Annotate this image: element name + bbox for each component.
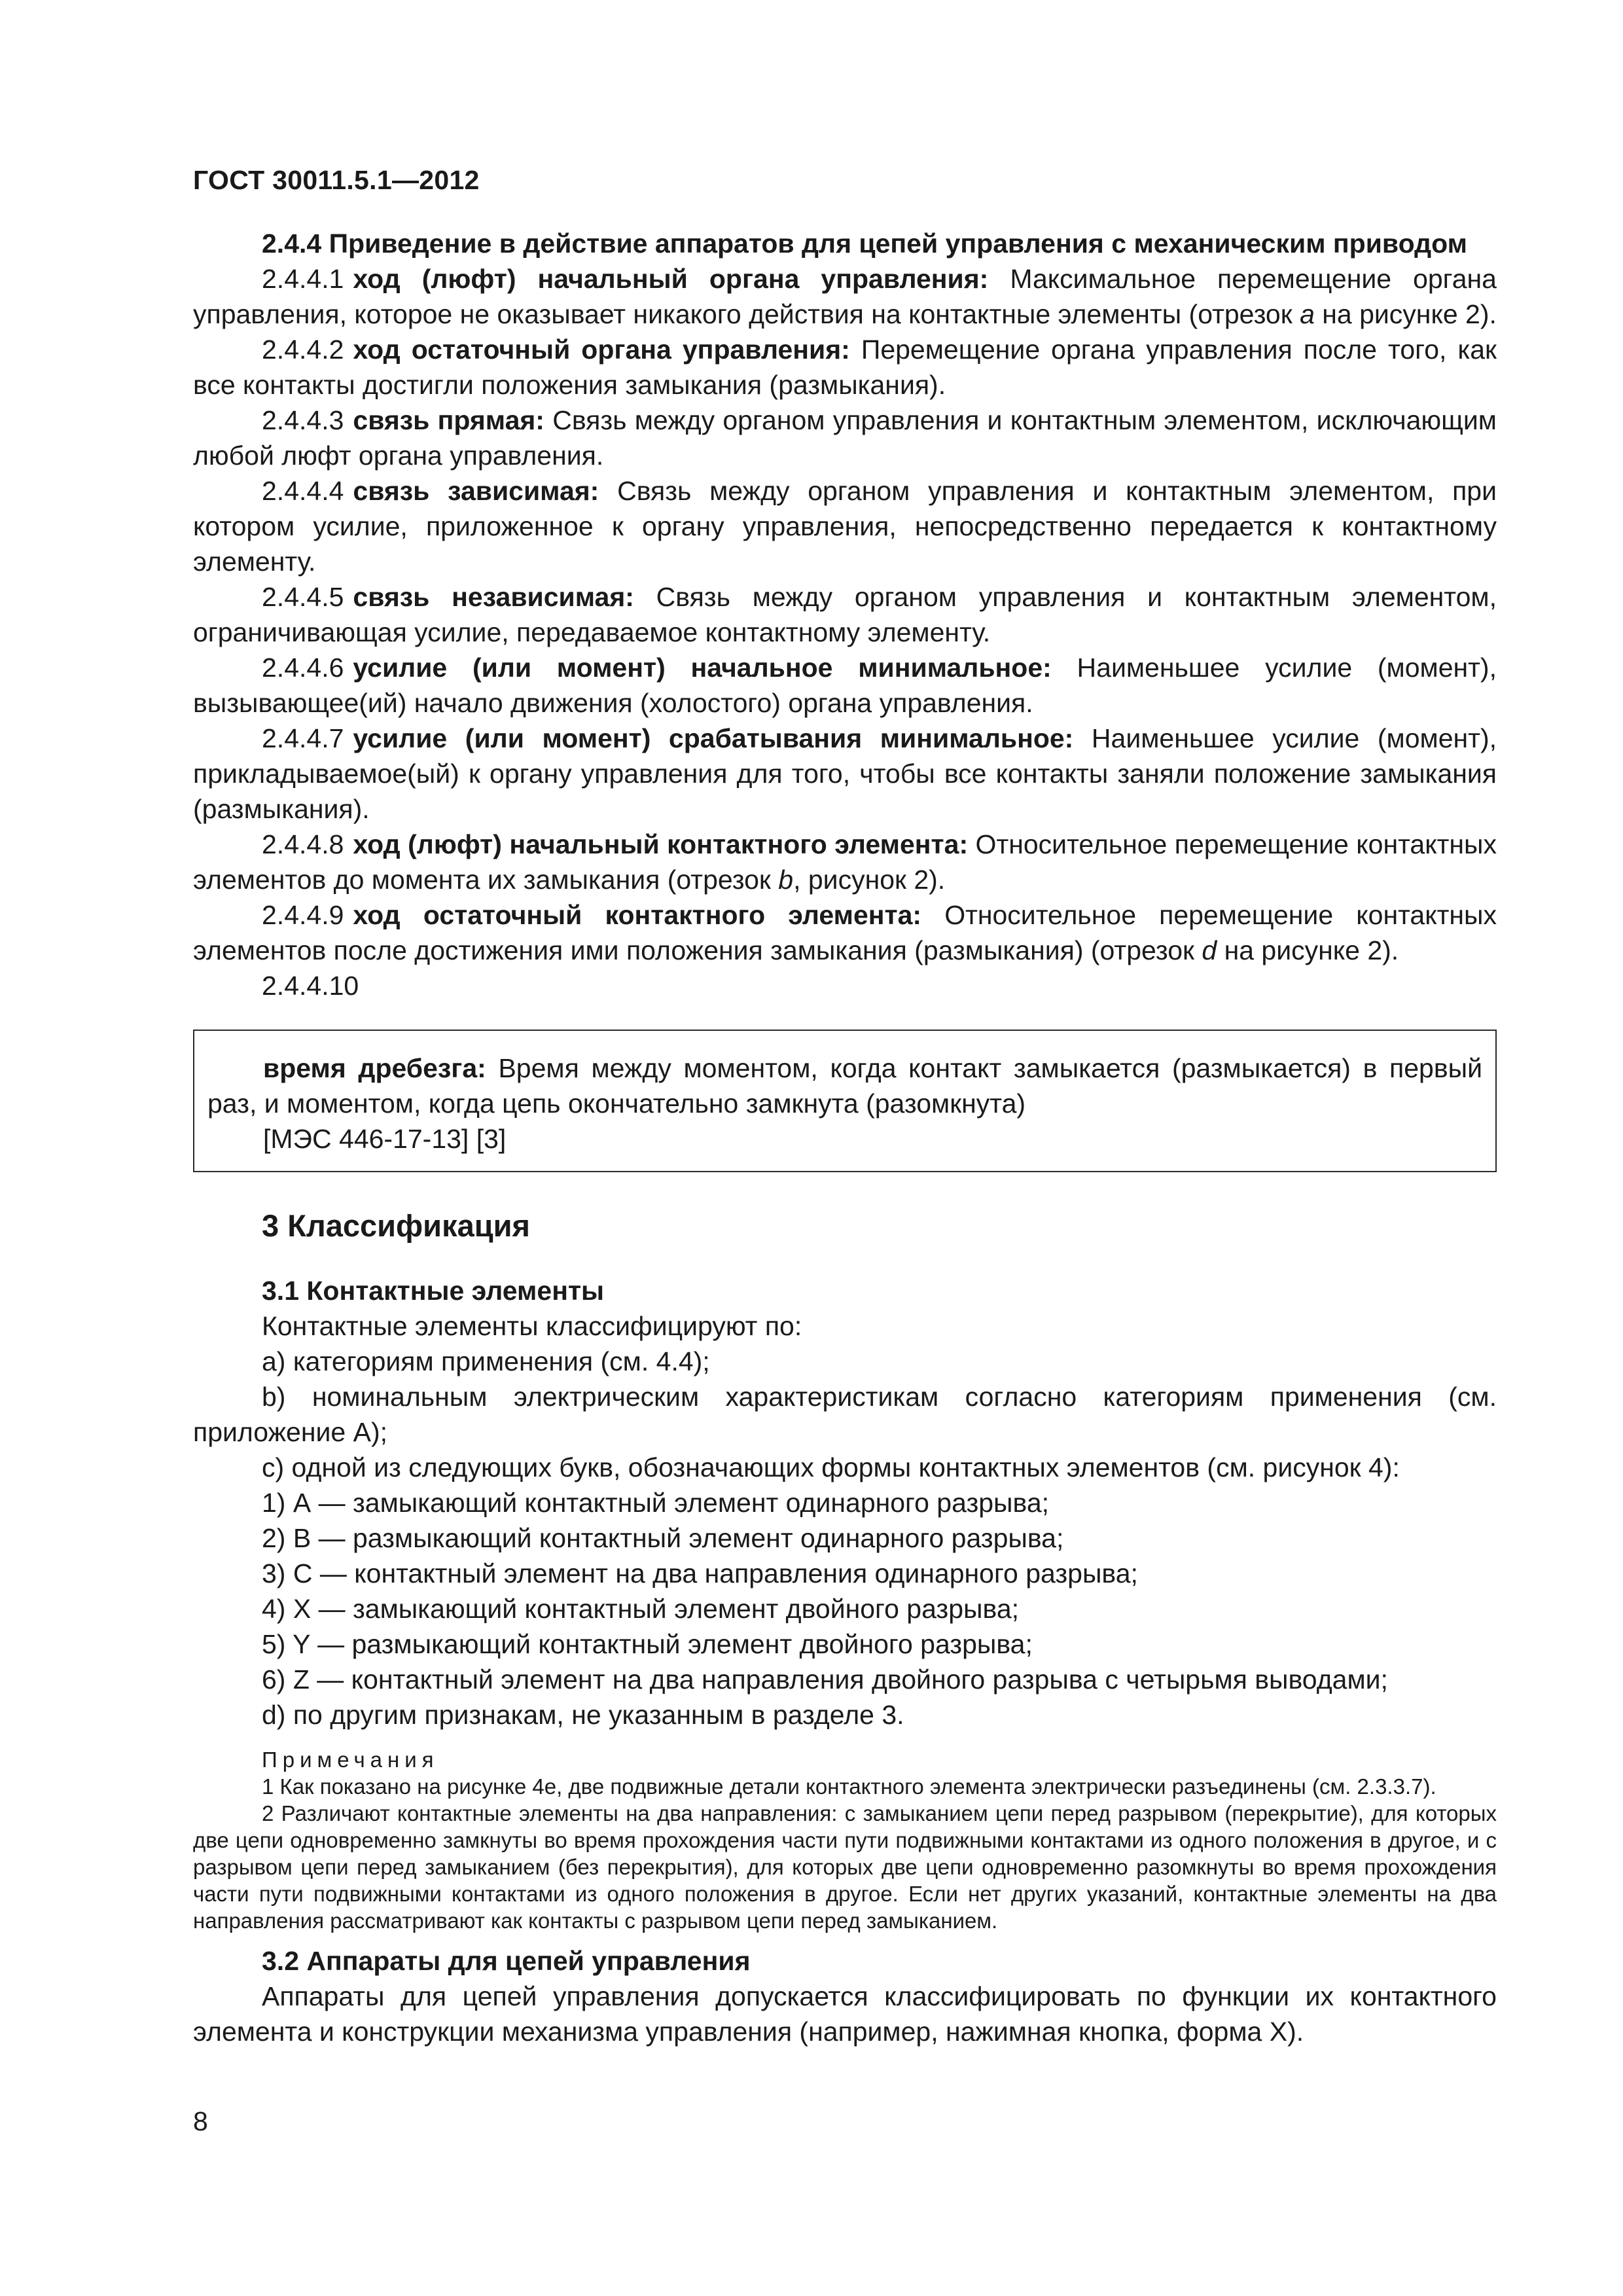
contact-forms-list bbox=[193, 1485, 1497, 1697]
bounce-time-definition: время дребезга: Время между моментом, когда контакт замыкается (размыкается) в первый раз, и моментом, когда цепь окончательно замкнута (разомкнута) bbox=[207, 1053, 1483, 1119]
definition-2-4-4-10-number: 2.4.4.10 bbox=[262, 971, 359, 1001]
section-title-3: 3 Классификация bbox=[262, 1208, 530, 1243]
definition-2-4-4-3: 2.4.4.3 связь прямая: Связь между органом управления и контактным элементом, исключающим любой люфт органа управления. bbox=[193, 405, 1497, 471]
document-body bbox=[193, 226, 1497, 2049]
clause-3-1-intro: Контактные элементы классифицируют по: bbox=[262, 1311, 802, 1341]
note-1: 1 Как показано на рисунке 4е, две подвижные детали контактного элемента электрически разъединены (см. 2.3.3.7). bbox=[262, 1774, 1436, 1799]
definition-2-4-4-5: 2.4.4.5 связь независимая: Связь между органом управления и контактным элементом, ограничивающая усилие, передаваемое контактному элементу. bbox=[193, 582, 1497, 647]
definition-2-4-4-9: 2.4.4.9 ход остаточный контактного элемента: Относительное перемещение контактных элементов после достижения ими положения замыкания (размыкания) (отрезок d на рисунке 2). bbox=[193, 900, 1497, 965]
notes-label: Примечания bbox=[262, 1748, 439, 1772]
clause-3-2-text: Аппараты для цепей управления допускается классифицировать по функции их контактного элемента и конструкции механизма управления (например, нажимная кнопка, форма Х). bbox=[193, 1981, 1497, 2047]
definition-2-4-4-6: 2.4.4.6 усилие (или момент) начальное минимальное: Наименьшее усилие (момент), вызывающее(ий) начало движения (холостого) органа управления. bbox=[193, 653, 1497, 718]
contact-form-item: 4) Х — замыкающий контактный элемент двойного разрыва; bbox=[262, 1594, 1020, 1624]
standard-code-header: ГОСТ 30011.5.1—2012 bbox=[193, 165, 480, 195]
definition-box-bounce-time bbox=[193, 1030, 1497, 1172]
clause-title-2-4-4: 2.4.4 Приведение в действие аппаратов для цепей управления с механическим приводом bbox=[262, 228, 1467, 259]
list-item-a: a) категориям применения (см. 4.4); bbox=[262, 1346, 710, 1376]
list-item-b: b) номинальным электрическим характеристикам согласно категориям применения (см. приложение А); bbox=[193, 1382, 1497, 1447]
definition-2-4-4-4: 2.4.4.4 связь зависимая: Связь между органом управления и контактным элементом, при котором усилие, приложенное к органу управления, непосредственно передается к контактному элементу. bbox=[193, 476, 1497, 577]
definition-2-4-4-2: 2.4.4.2 ход остаточный органа управления: Перемещение органа управления после того, как все контакты достигли положения замыкания (размыкания). bbox=[193, 334, 1497, 400]
contact-form-item: 1) А — замыкающий контактный элемент одинарного разрыва; bbox=[262, 1488, 1050, 1518]
contact-form-item: 2) В — размыкающий контактный элемент одинарного разрыва; bbox=[262, 1523, 1064, 1553]
clause-title-3-1: 3.1 Контактные элементы bbox=[262, 1276, 605, 1306]
page-number: 8 bbox=[193, 2106, 208, 2136]
clause-title-3-2: 3.2 Аппараты для цепей управления bbox=[262, 1946, 751, 1976]
definitions-list bbox=[193, 261, 1497, 1003]
note-2: 2 Различают контактные элементы на два направления: с замыканием цепи перед разрывом (перекрытие), для которых две цепи одновременно замкнуты во время прохождения части пути подвижными контактами из одного положения в другое, и с разрывом цепи перед замыканием (без перекрытия), для которых две цепи одновременно разомкнуты во время прохождения части пути подвижными контактами из одного положения в другое. Если нет других указаний, контактные элементы на два направления рассматривают как контакты с разрывом цепи перед замыканием. bbox=[193, 1801, 1497, 1933]
contact-form-item: 5) Y — размыкающий контактный элемент двойного разрыва; bbox=[262, 1629, 1033, 1659]
definition-2-4-4-1: 2.4.4.1 ход (люфт) начальный органа управления: Максимальное перемещение органа управления, которое не оказывает никакого действия на контактные элементы (отрезок a на рисунке 2). bbox=[193, 264, 1497, 329]
bounce-time-reference: [МЭС 446-17-13] [3] bbox=[263, 1124, 507, 1154]
list-item-c: c) одной из следующих букв, обозначающих формы контактных элементов (см. рисунок 4): bbox=[262, 1452, 1400, 1482]
definition-2-4-4-8: 2.4.4.8 ход (люфт) начальный контактного элемента: Относительное перемещение контактных элементов до момента их замыкания (отрезок b, рисунок 2). bbox=[193, 829, 1497, 895]
definition-2-4-4-7: 2.4.4.7 усилие (или момент) срабатывания минимальное: Наименьшее усилие (момент), прикладываемое(ый) к органу управления для того, чтобы все контакты заняли положение замыкания (размыкания). bbox=[193, 723, 1497, 824]
contact-form-item: 6) Z — контактный элемент на два направления двойного разрыва с четырьмя выводами; bbox=[262, 1664, 1388, 1695]
contact-form-item: 3) С — контактный элемент на два направления одинарного разрыва; bbox=[262, 1558, 1138, 1588]
list-item-d: d) по другим признакам, не указанным в разделе 3. bbox=[262, 1700, 904, 1730]
